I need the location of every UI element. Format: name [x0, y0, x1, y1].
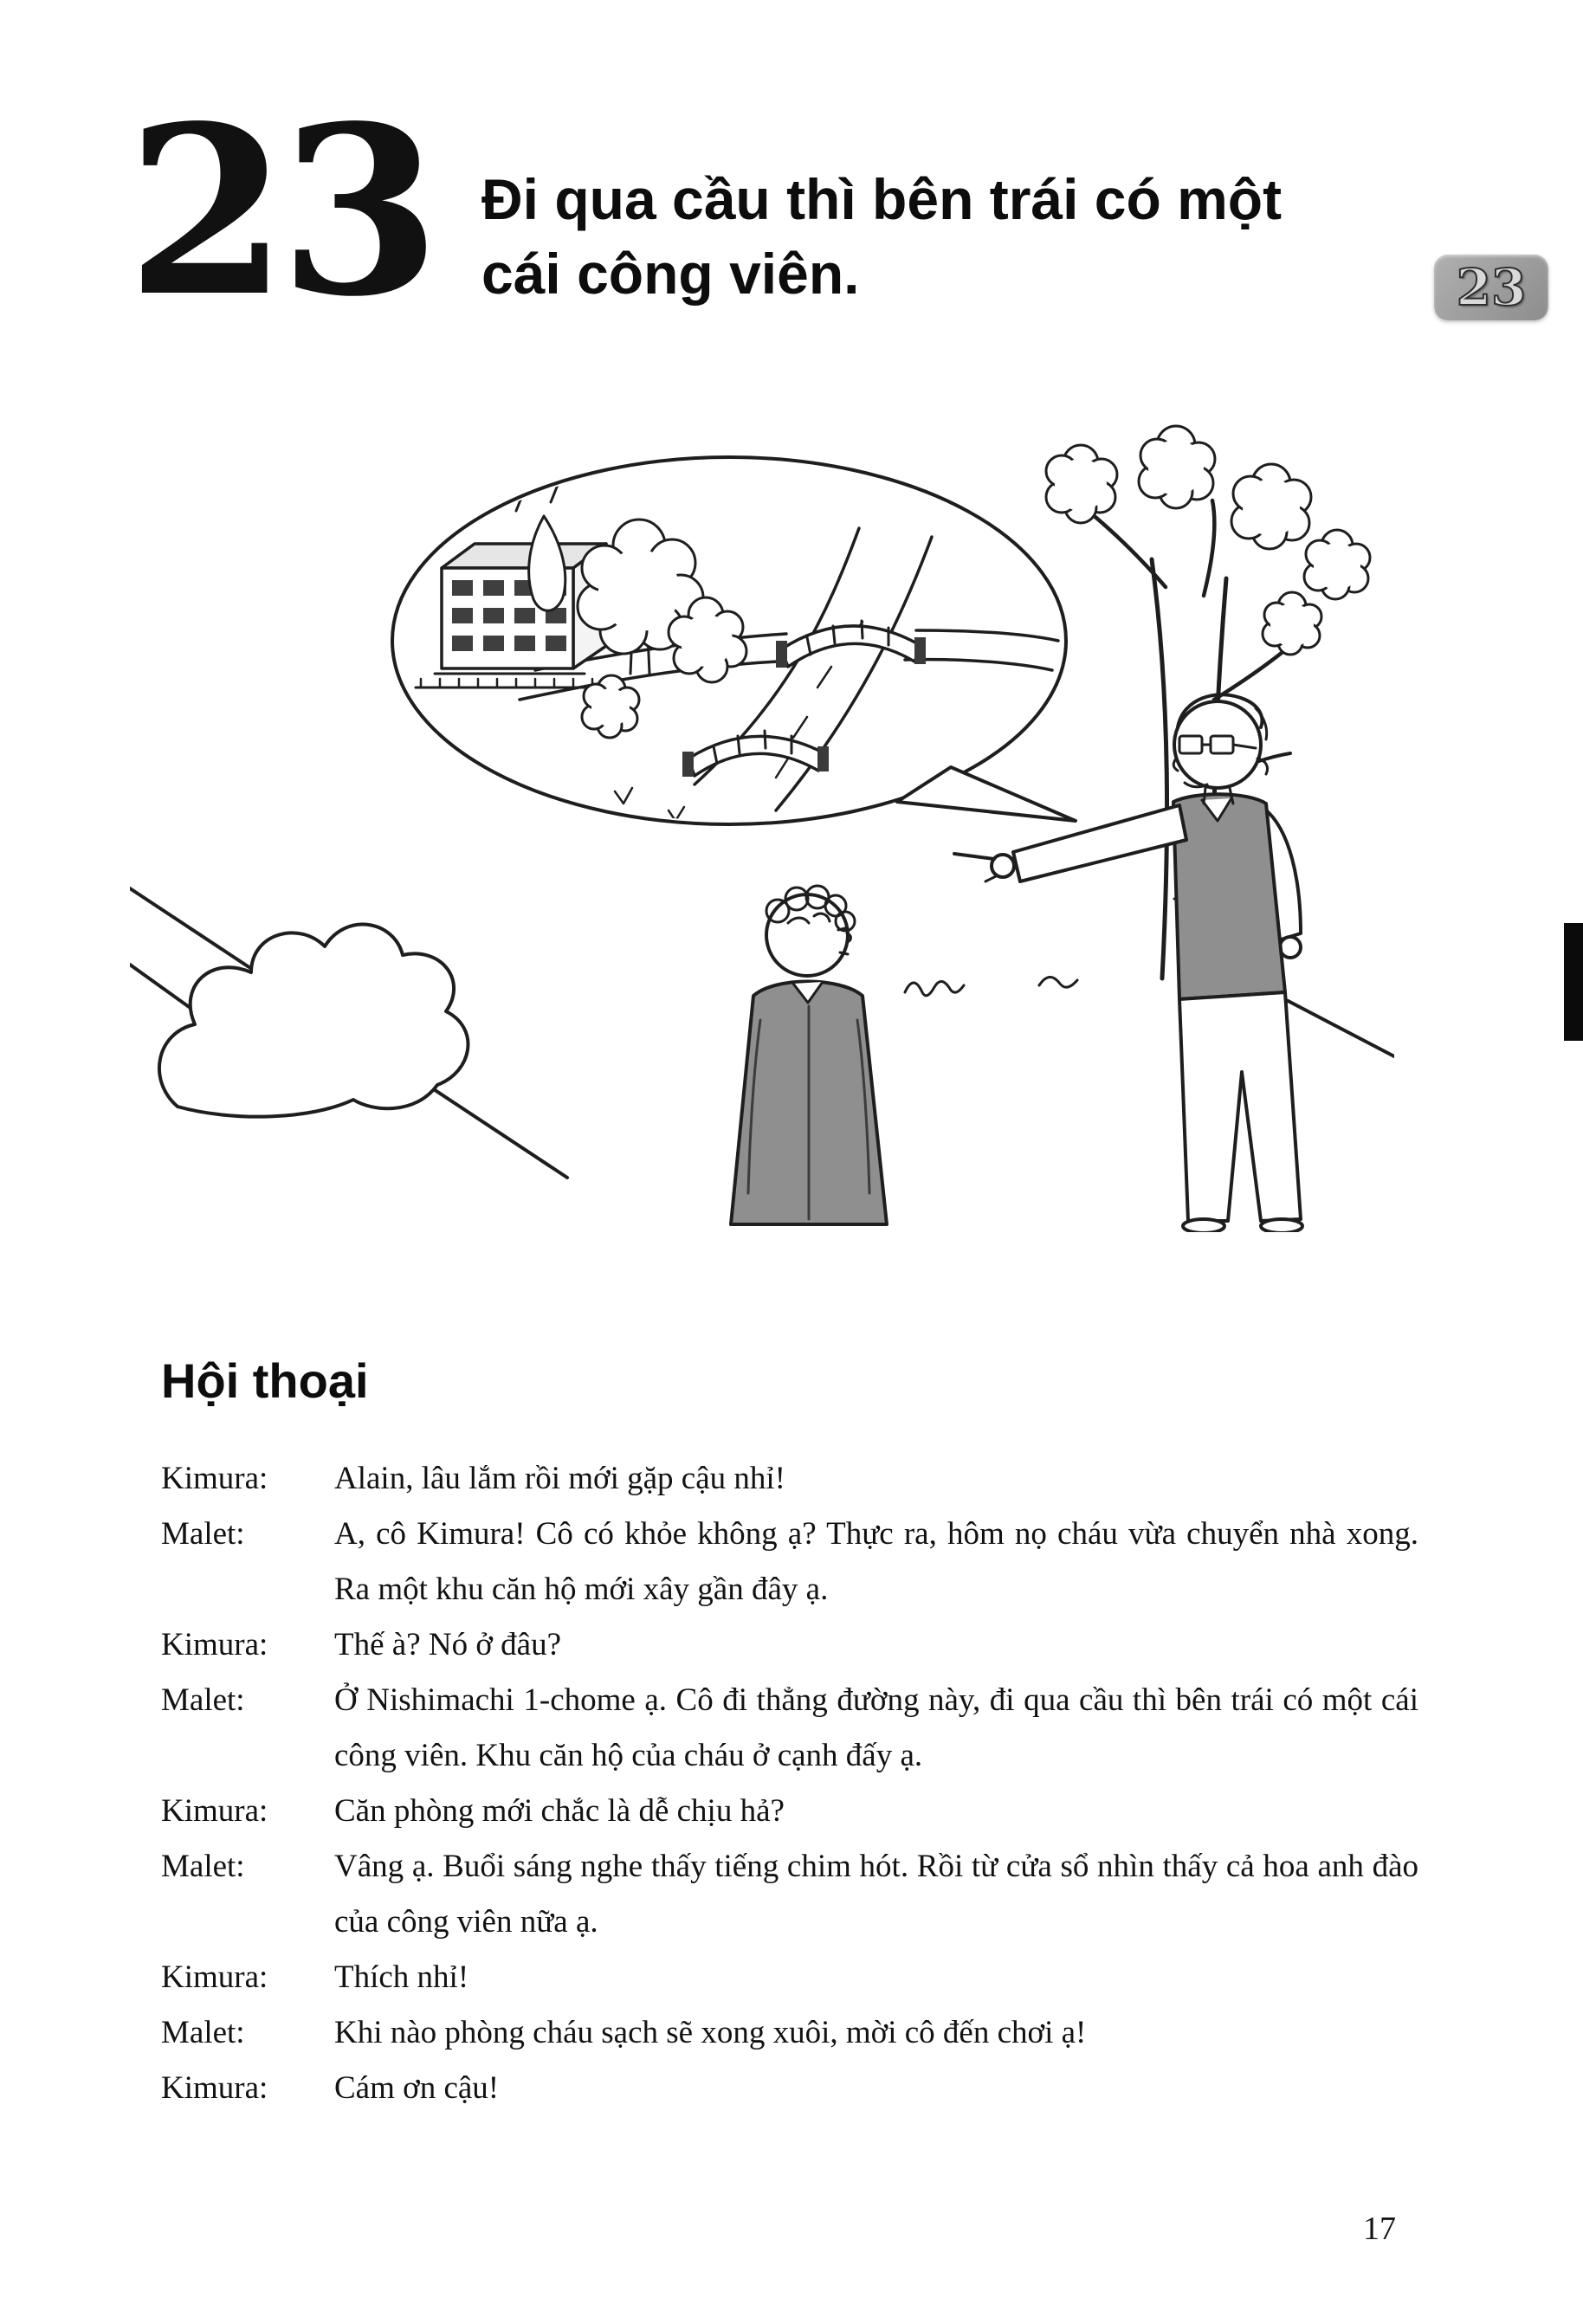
leaf-cluster	[1231, 464, 1311, 549]
dialogue-row	[161, 1451, 1418, 1507]
dialogue-row	[161, 1617, 1418, 1673]
speaker-label: Kimura:	[161, 1793, 268, 1829]
speaker-label: Malet:	[161, 1516, 245, 1552]
leaf-cluster	[1046, 445, 1117, 523]
dialogue-row	[161, 1950, 1418, 2005]
leaf-cluster	[1139, 426, 1215, 508]
lesson-title	[481, 163, 1282, 312]
page-edge-marker	[1564, 923, 1583, 1041]
dialogue-row	[161, 2005, 1418, 2061]
dialogue-text: Khi nào phòng cháu sạch sẽ xong xuôi, mời cô đến chơi ạ!	[334, 2015, 1087, 2050]
speaker-label: Kimura:	[161, 1627, 268, 1662]
dialogue-text: Thế à? Nó ở đâu?	[334, 1627, 561, 1662]
dialogue-text: Vâng ạ. Buổi sáng nghe thấy tiếng chim hót. Rồi từ cửa sổ nhìn thấy cả hoa anh đào của công viên nữa ạ.	[334, 1849, 1418, 1940]
grass-squiggles	[905, 977, 1077, 995]
leaf-cluster	[1263, 592, 1321, 655]
leaf-cluster	[1304, 530, 1370, 599]
man-figure	[954, 694, 1302, 1232]
dialogue-row	[161, 2061, 1418, 2116]
lesson-number: 23	[126, 75, 432, 348]
woman-figure	[731, 886, 887, 1224]
dialogue-row	[161, 1839, 1418, 1950]
dialogue-list	[161, 1451, 1418, 2116]
speaker-label: Kimura:	[161, 1959, 268, 1995]
lesson-tab-badge	[1434, 255, 1548, 320]
lesson-title-line1: Đi qua cầu thì bên trái có một	[481, 167, 1283, 231]
speaker-label: Malet:	[161, 1682, 245, 1718]
speaker-label: Kimura:	[161, 2070, 268, 2106]
dialogue-row	[161, 1507, 1418, 1617]
page-number: 17	[1363, 2211, 1396, 2247]
bush	[159, 925, 468, 1117]
dialogue-text: Alain, lâu lắm rồi mới gặp cậu nhỉ!	[334, 1461, 785, 1496]
section-heading: Hội thoại	[161, 1353, 369, 1408]
dialogue-row	[161, 1673, 1418, 1784]
dialogue-text: Thích nhỉ!	[334, 1959, 469, 1995]
lesson-title-line2: cái công viên.	[481, 241, 860, 306]
dialogue-text: Cám ơn cậu!	[334, 2070, 500, 2106]
dialogue-text: Ở Nishimachi 1-chome ạ. Cô đi thẳng đường này, đi qua cầu thì bên trái có một cái công viên. Khu căn hộ của cháu ở cạnh đấy ạ.	[334, 1682, 1418, 1773]
dialogue-row	[161, 1784, 1418, 1839]
speaker-label: Malet:	[161, 1849, 245, 1884]
dialogue-text: Căn phòng mới chắc là dễ chịu hả?	[334, 1793, 785, 1829]
apartment-building	[416, 544, 606, 688]
scene-illustration	[130, 414, 1394, 1232]
lesson-tab-number: 23	[1456, 258, 1527, 317]
illustration	[130, 414, 1394, 1232]
speaker-label: Malet:	[161, 2015, 245, 2050]
dialogue-text: A, cô Kimura! Cô có khỏe không ạ? Thực ra, hôm nọ cháu vừa chuyển nhà xong. Ra một khu căn hộ mới xây gần đây ạ.	[334, 1516, 1418, 1607]
speaker-label: Kimura:	[161, 1461, 268, 1496]
